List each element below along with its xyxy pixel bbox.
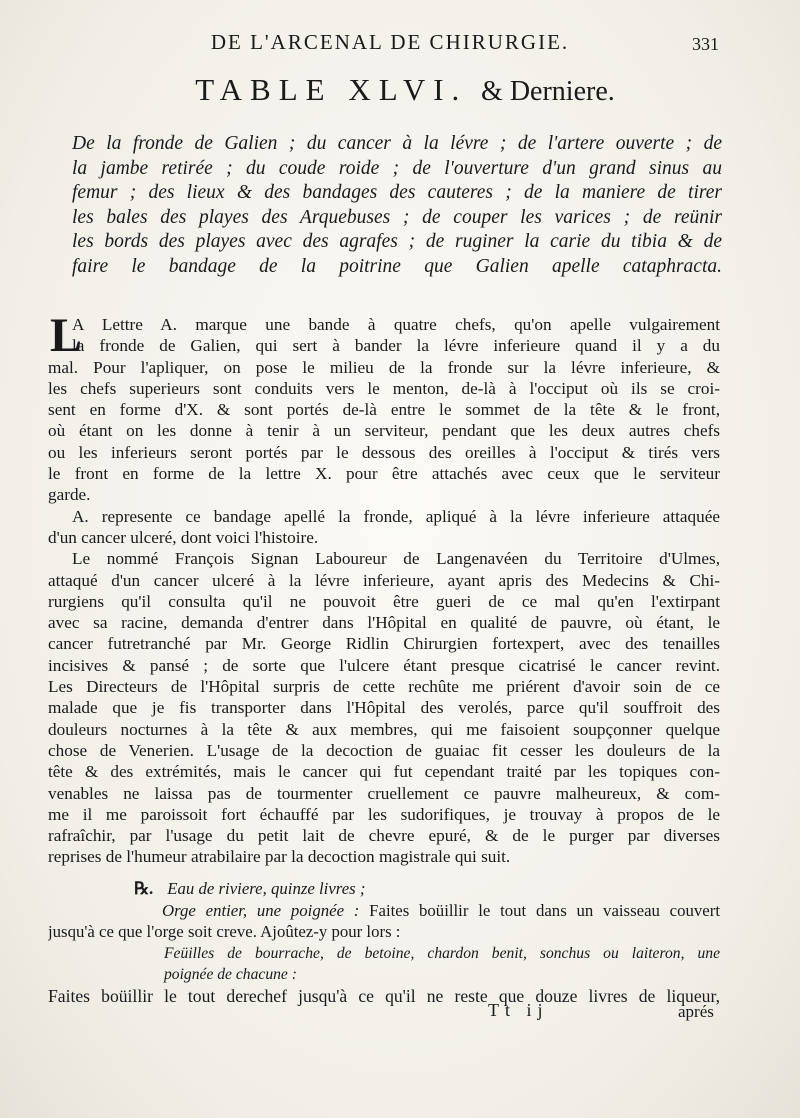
summary-line: De la fronde de Galien ; du cancer à la lévre ; de l'artere ouverte ; de	[72, 133, 722, 154]
body-line: rafraîchir, par l'usage du petit lait de chevre epuré, & de le purger par diverses	[48, 826, 720, 846]
body-line: A Lettre A. marque une bande à quatre chefs, qu'on apelle vulgairement	[72, 315, 720, 334]
page-number: 331	[692, 34, 719, 54]
running-head: DE L'ARCENAL DE CHIRURGIE.	[210, 30, 570, 54]
recipe-symbol: ℞.	[134, 879, 154, 898]
recipe-line-4: Feüilles de bourrache, de betoine, chardon benit, sonchus ou laiteron, une	[164, 944, 720, 962]
body-line: cancer futretranché par Mr. George Ridlin Chirurgien fortexpert, avec des tenailles	[48, 634, 720, 654]
summary-line: femur ; des lieux & des bandages des cauteres ; de la maniere de tirer	[72, 182, 722, 204]
body-line: A. represente ce bandage apellé la fronde, apliqué à la lévre inferieure attaquée	[72, 506, 720, 526]
body-line: rurgiens qu'il consulta qu'il ne pouvoit être gueri de ce mal qu'en l'extirpant	[48, 591, 720, 611]
catchword: aprés	[678, 1002, 714, 1021]
paragraph-2	[48, 506, 720, 549]
body-line: douleurs nocturnes à la tête & aux membres, qui me faisoient soupçonner quelque	[48, 719, 720, 739]
summary-line: faire le bandage de la poitrine que Galien apelle cataphracta.	[72, 255, 722, 277]
body-line: attaqué d'un cancer ulceré à la lévre inferieure, ayant apris des Medecins & Chi-	[48, 570, 720, 590]
body-line: chose de Venerien. L'usage de la decoction de guaiac fit cesser les douleurs de la	[48, 740, 720, 760]
drop-cap: L	[50, 309, 83, 362]
body-line: tête & des extrémités, mais le cancer qui fut cependant traité par les topiques con-	[48, 762, 720, 782]
recipe-line-5: poignée de chacune :	[164, 966, 297, 983]
body-line: me il me paroissoit fort échauffé par les sudorifiques, je trouvay à propos de le	[48, 804, 720, 824]
body-line: Les Directeurs de l'Hôpital surpris de cette rechûte me priérent d'avoir soin de ce	[48, 677, 720, 697]
recipe-line-2	[48, 900, 720, 922]
recipe-ingredient: Orge entier, une poignée :	[162, 900, 360, 920]
body-text	[48, 309, 720, 868]
recipe-ingredient: Eau de riviere, quinze livres ;	[167, 879, 366, 898]
body-line: le front en forme de la lettre X. pour être attachés avec ceux que le serviteur	[48, 464, 720, 484]
body-line: avec sa racine, demanda d'entrer dans l'Hôpital en qualité de pauvre, où étant, le	[48, 613, 720, 633]
recipe-line-6: Faites boüillir le tout derechef jusqu'à ce qu'il ne reste que douze livres de liqueur,	[48, 985, 720, 1006]
body-line: les chefs superieurs sont conduits vers le menton, de-là à l'occiput où ils se croi-	[48, 378, 720, 398]
summary-line: les bords des playes avec des agrafes ; de ruginer la carie du tibia & de	[72, 231, 722, 253]
body-line: où étant on les donne à tenir à un serviteur, pendant que les deux autres chefs	[48, 421, 720, 441]
body-line: Le nommé François Signan Laboureur de Langenavéen du Territoire d'Ulmes,	[72, 549, 720, 569]
page-header	[0, 30, 800, 58]
body-line: la fronde de Galien, qui sert à bander la lévre inferieure quand il y a du	[72, 336, 720, 356]
table-title-main: TABLE XLVI.	[195, 72, 468, 107]
body-line: sent en forme d'X. & sont portés de-là entre le sommet de la tête & le front,	[48, 400, 720, 420]
recipe-instruction: Faites boüillir le tout dans un vaisseau couvert	[359, 900, 720, 920]
table-summary	[72, 132, 722, 280]
body-line: d'un cancer ulceré, dont voici l'histoire.	[48, 527, 319, 547]
summary-line: les bales des playes des Arquebuses ; de couper les varices ; de reünir	[72, 206, 722, 228]
recipe-line-1	[48, 878, 720, 900]
summary-line: la jambe retirée ; du coude roide ; de l'ouverture d'un grand sinus au	[72, 157, 722, 179]
table-title-rest: & Derniere.	[481, 76, 615, 107]
recipe	[48, 878, 720, 1007]
body-line: venables ne laissa pas de tourmenter cruellement ce pauvre malheureux, & com-	[48, 783, 720, 803]
body-line: reprises de l'humeur atrabilaire par la decoction magistrale qui suit.	[48, 847, 511, 867]
body-line: malade que je fis transporter dans l'Hôpital des verolés, parce qu'il souffroit des	[48, 698, 720, 718]
body-line: ou les inferieurs seront portés par le dessous des oreilles à l'occiput & tirés vers	[48, 442, 720, 462]
paragraph-1	[48, 309, 720, 506]
body-line: garde.	[48, 485, 91, 505]
body-line: mal. Pour l'apliquer, on pose le milieu de la fronde sur la lévre inferieure, &	[48, 357, 720, 377]
recipe-line-3: jusqu'à ce que l'orge soit creve. Ajoûtez-y pour lors :	[48, 922, 401, 941]
body-line: incisives & pansé ; de sorte que l'ulcere étant presque cicatrisé le cancer revint.	[48, 655, 720, 675]
table-title	[60, 72, 750, 108]
paragraph-3	[48, 548, 720, 867]
signature-mark: Tt ij	[488, 1000, 549, 1020]
